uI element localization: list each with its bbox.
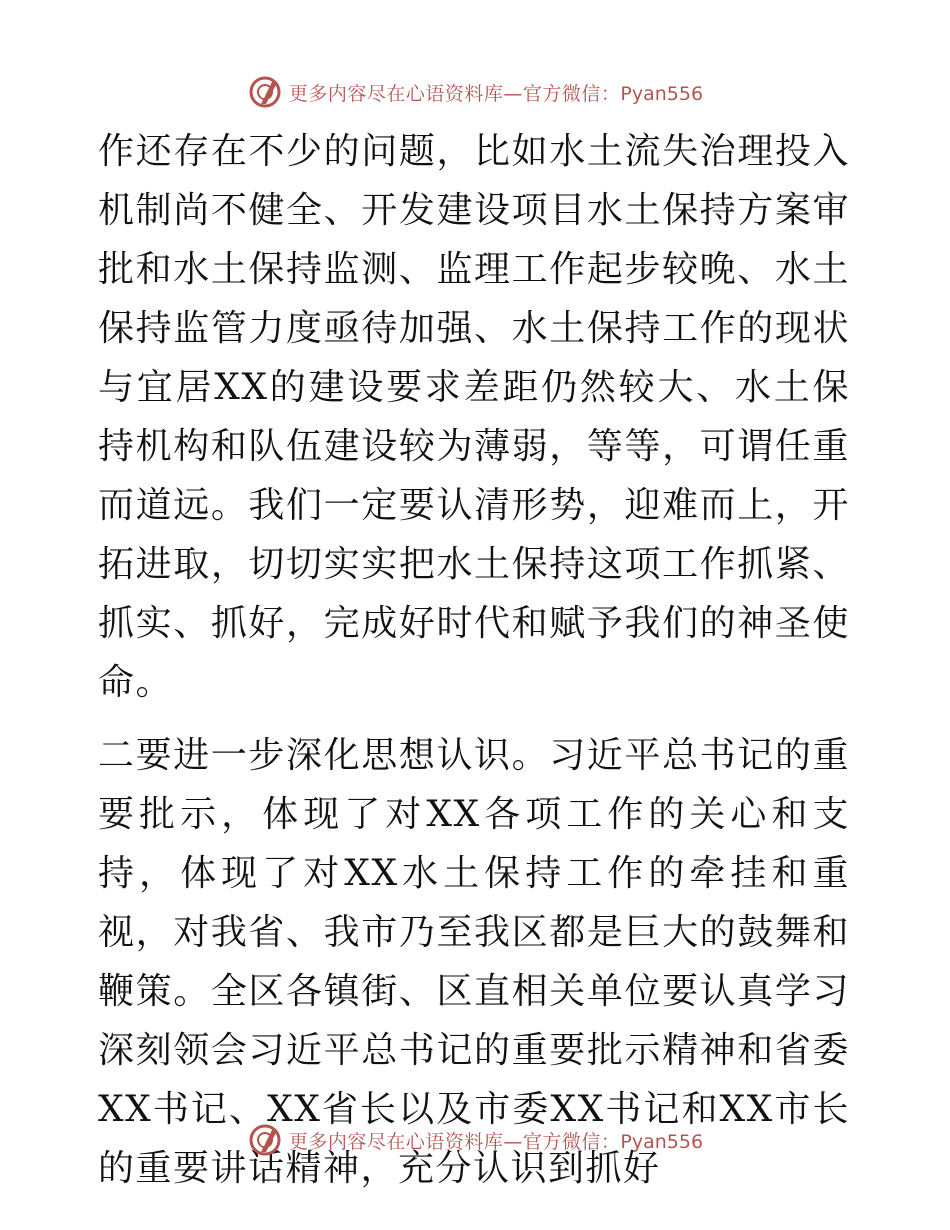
paragraph-1: 作还存在不少的问题，比如水土流失治理投入机制尚不健全、开发建设项目水土保持方案审批和水土保持监测、监理工作起步较晚、水土保持监管力度亟待加强、水土保持工作的现状与宜居XX的建设要求差距仍然较大、水土保持机构和队伍建设较为薄弱，等等，可谓任重而道远。我们一定要认清形势，迎难而上，开拓进取，切切实实把水土保持这项工作抓紧、抓实、抓好，完成好时代和赋予我们的神圣使命。 — [98, 131, 850, 703]
footer-wechat-handle: Pyan556 — [620, 1130, 704, 1153]
footer-watermark-banner — [0, 1120, 950, 1160]
footer-banner-text: 更多内容尽在心语资料库—官方微信：Pyan556 — [288, 1130, 704, 1153]
document-body — [98, 122, 850, 1198]
pen-nib-logo-icon — [247, 1122, 283, 1158]
header-watermark-banner — [0, 72, 950, 112]
header-banner-text: 更多内容尽在心语资料库—官方微信：Pyan556 — [288, 82, 704, 105]
paragraph-2: 二要进一步深化思想认识。习近平总书记的重要批示，体现了对XX各项工作的关心和支持，体现了对XX水土保持工作的牵挂和重视，对我省、我市乃至我区都是巨大的鼓舞和鞭策。全区各镇街、区直相关单位要认真学习深刻领会习近平总书记的重要批示精神和省委XX书记、XX省长以及市委XX书记和XX市长的重要讲话精神，充分认识到抓好 — [98, 735, 850, 1189]
header-wechat-handle: Pyan556 — [620, 82, 704, 105]
pen-nib-logo-icon — [247, 74, 283, 110]
